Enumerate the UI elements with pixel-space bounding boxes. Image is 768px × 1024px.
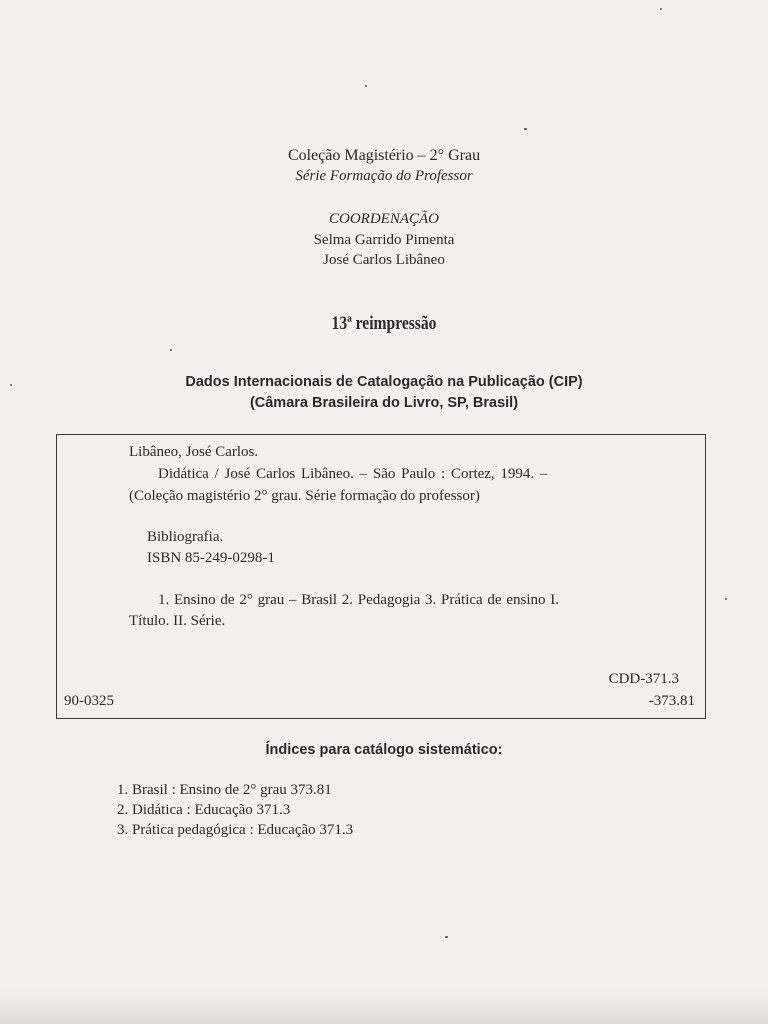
coordinator-name: José Carlos Libâneo: [323, 252, 445, 268]
series-subtitle: Série Formação do Professor: [295, 168, 473, 184]
scan-edge-shadow: [0, 990, 768, 1024]
scan-speck: [660, 8, 662, 10]
cip-series-line: (Coleção magistério 2° grau. Série formação do professor): [129, 488, 480, 504]
scan-speck: [10, 384, 12, 386]
cip-bibliography: Bibliografia.: [147, 529, 224, 545]
coordinator-name: Selma Garrido Pimenta: [313, 232, 455, 248]
cip-cdd-primary: CDD-371.3: [608, 671, 679, 687]
cip-subheading: (Câmara Brasileira do Livro, SP, Brasil): [249, 395, 519, 411]
scan-speck: [725, 598, 727, 600]
coordination-label: COORDENAÇÃO: [329, 211, 439, 227]
scan-speck: [365, 85, 367, 87]
cip-subjects: 1. Ensino de 2° grau – Brasil 2. Pedagogia 3. Prática de ensino I.: [158, 592, 560, 608]
scan-speck: [170, 349, 172, 351]
reprint-label: 13ª reimpressão: [331, 313, 437, 334]
cip-author: Libâneo, José Carlos.: [129, 444, 259, 460]
cip-cdd-secondary: -373.81: [648, 693, 695, 709]
cip-isbn: ISBN 85-249-0298-1: [147, 550, 275, 566]
cip-subjects-continued: Título. II. Série.: [129, 613, 226, 629]
scan-speck: [524, 128, 527, 130]
cip-record-box: [56, 434, 706, 719]
list-item: 2. Didática : Educação 371.3: [117, 802, 291, 818]
cip-record-code: 90-0325: [64, 693, 114, 709]
series-title: Coleção Magistério – 2° Grau: [287, 147, 481, 164]
cip-title-line: Didática / José Carlos Libâneo. – São Paulo : Cortez, 1994. –: [158, 466, 548, 482]
scan-speck: [445, 936, 448, 938]
list-item: 1. Brasil : Ensino de 2° grau 373.81: [117, 782, 332, 798]
cip-heading: Dados Internacionais de Catalogação na Publicação (CIP): [185, 374, 583, 390]
list-item: 3. Prática pedagógica : Educação 371.3: [117, 822, 354, 838]
index-heading: Índices para catálogo sistemático:: [265, 742, 503, 758]
index-list: [117, 780, 353, 840]
